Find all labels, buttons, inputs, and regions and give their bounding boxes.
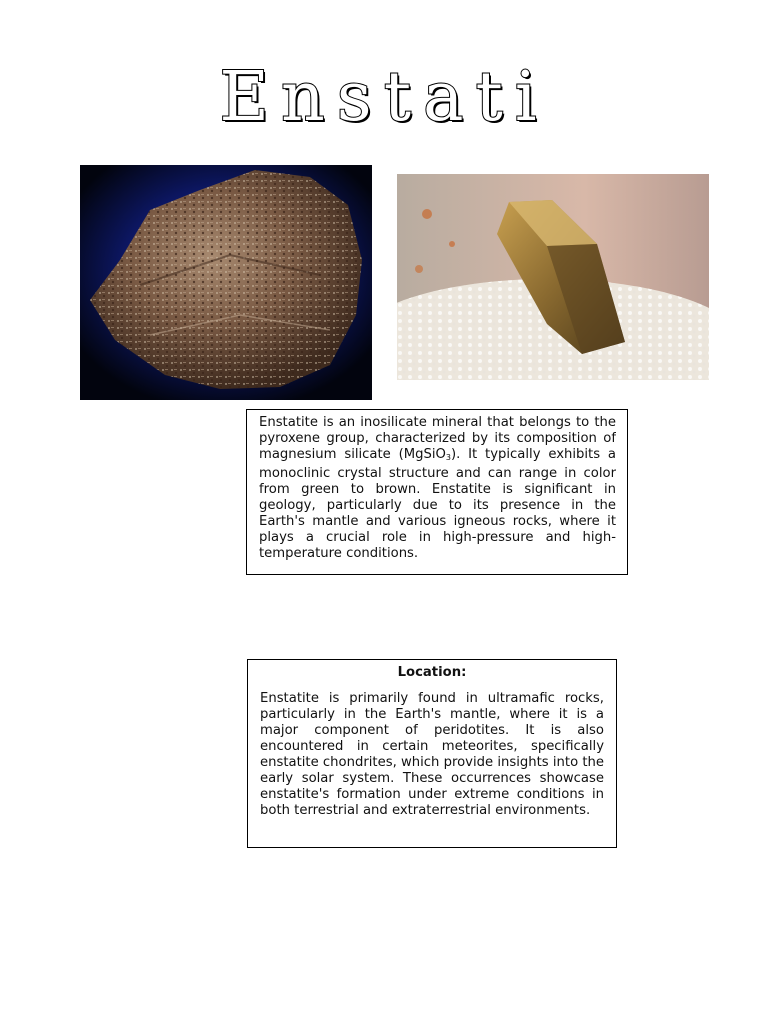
rock-image-icon — [80, 165, 372, 400]
location-heading: Location: — [397, 665, 467, 680]
formula-subscript: 3 — [445, 453, 452, 462]
crystal-image-icon — [397, 174, 709, 380]
location-textbox — [247, 659, 617, 848]
crystal-photo — [397, 174, 709, 380]
location-paragraph: Enstatite is primarily found in ultramafic rocks, particularly in the Earth's mantle, where it is a major component of peridotites. It is also encountered in certain meteorites, specifically enstatite chondrites, which provide insights into the early solar system. These occurrences showcase enstatite's formation under extreme conditions in both terrestrial and extraterrestrial environments. — [260, 691, 604, 818]
intro-textbox — [246, 409, 628, 575]
rock-photo — [80, 165, 372, 400]
page-title: Enstati — [219, 58, 549, 137]
intro-paragraph: Enstatite is an inosilicate mineral that belongs to the pyroxene group, characterized by its composition of magnesium silicate (MgSiO$_3$). It typically exhibits a monoclinic crystal structure and can range in color from green to brown. Enstatite is significant in geology, particularly due to its presence in the Earth's mantle and various igneous rocks, where it plays a crucial role in high-pressure and high-temperature conditions. — [259, 415, 616, 561]
